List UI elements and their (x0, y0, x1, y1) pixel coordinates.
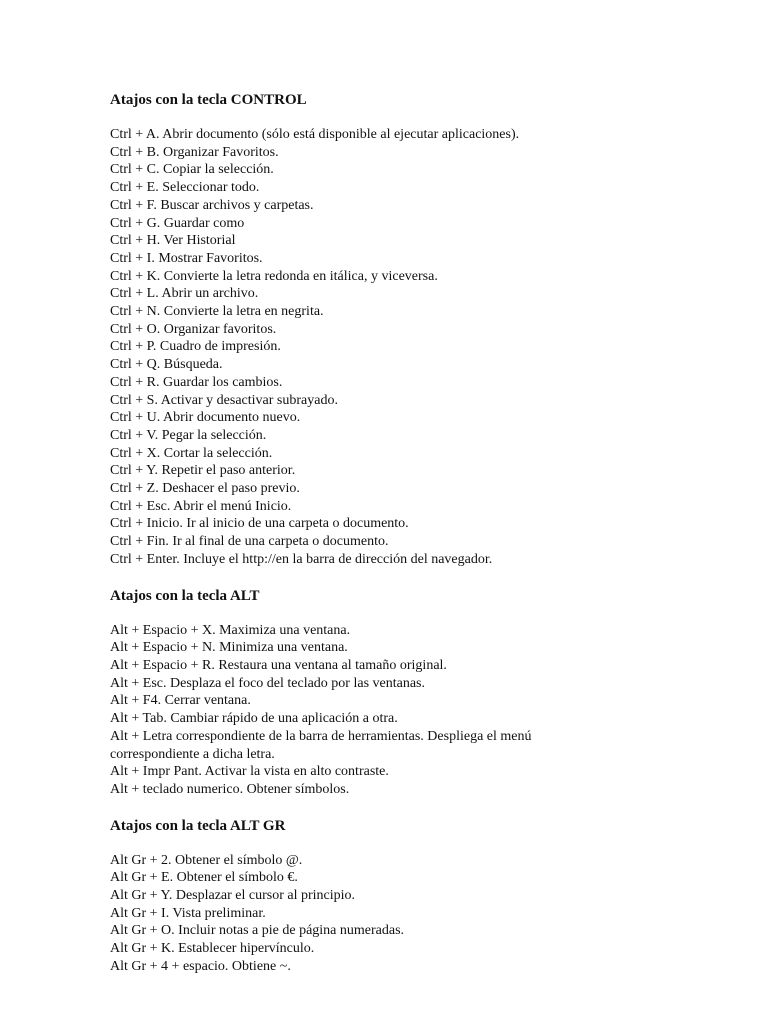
shortcut-line: Alt + Impr Pant. Activar la vista en alto contraste. (110, 764, 389, 780)
shortcut-line: Ctrl + Z. Deshacer el paso previo. (110, 481, 300, 497)
shortcut-line: Ctrl + I. Mostrar Favoritos. (110, 250, 263, 266)
shortcut-line: Ctrl + K. Convierte la letra redonda en itálica, y viceversa. (110, 268, 438, 284)
shortcut-line: Alt Gr + I. Vista preliminar. (110, 905, 266, 921)
shortcut-line: Alt Gr + Y. Desplazar el cursor al principio. (110, 888, 356, 904)
section-heading: Atajos con la tecla ALT GR (110, 817, 286, 834)
shortcut-line: Alt + teclado numerico. Obtener símbolos. (110, 781, 350, 797)
section-heading: Atajos con la tecla ALT (110, 587, 260, 604)
shortcut-line: Ctrl + B. Organizar Favoritos. (110, 144, 279, 160)
section-alt (110, 587, 750, 799)
shortcut-line: Ctrl + P. Cuadro de impresión. (110, 339, 281, 355)
shortcut-line: Alt + Espacio + R. Restaura una ventana al tamaño original. (110, 657, 447, 673)
shortcut-line: Alt + F4. Cerrar ventana. (110, 693, 251, 709)
shortcut-list (110, 852, 750, 976)
shortcut-line: Ctrl + G. Guardar como (110, 215, 245, 231)
shortcut-line: Alt + Tab. Cambiar rápido de una aplicación a otra. (110, 711, 398, 727)
shortcut-line: Alt Gr + 4 + espacio. Obtiene ~. (110, 958, 291, 974)
shortcut-line: Ctrl + U. Abrir documento nuevo. (110, 410, 301, 426)
section-spacer (110, 799, 750, 817)
shortcut-line: Alt Gr + O. Incluir notas a pie de página numeradas. (110, 923, 405, 939)
shortcut-line: Ctrl + F. Buscar archivos y carpetas. (110, 197, 314, 213)
shortcut-line: Ctrl + A. Abrir documento (sólo está disponible al ejecutar aplicaciones). (110, 127, 520, 142)
shortcut-line: Alt + Espacio + N. Minimiza una ventana. (110, 640, 348, 656)
shortcut-line: Ctrl + X. Cortar la selección. (110, 445, 273, 461)
shortcut-line: Ctrl + Y. Repetir el paso anterior. (110, 463, 296, 479)
shortcut-line: Alt Gr + E. Obtener el símbolo €. (110, 870, 298, 886)
shortcut-line: Ctrl + L. Abrir un archivo. (110, 286, 259, 302)
shortcut-line: Ctrl + Inicio. Ir al inicio de una carpeta o documento. (110, 516, 409, 532)
shortcut-line: Ctrl + Enter. Incluye el http://en la barra de dirección del navegador. (110, 551, 493, 567)
document-page (110, 91, 750, 976)
section-alt-gr (110, 817, 750, 976)
shortcut-line: Ctrl + R. Guardar los cambios. (110, 374, 283, 390)
shortcut-line: Ctrl + V. Pegar la selección. (110, 427, 267, 443)
shortcut-line: Ctrl + Esc. Abrir el menú Inicio. (110, 498, 292, 514)
section-control (110, 91, 750, 569)
shortcut-list (110, 622, 750, 799)
section-spacer (110, 569, 750, 587)
shortcut-list (110, 126, 750, 569)
shortcut-line: Alt + Esc. Desplaza el foco del teclado por las ventanas. (110, 675, 425, 691)
shortcut-line: Ctrl + Fin. Ir al final de una carpeta o documento. (110, 534, 389, 550)
shortcut-line: Ctrl + E. Seleccionar todo. (110, 180, 260, 196)
shortcut-line: Ctrl + C. Copiar la selección. (110, 162, 274, 178)
shortcut-line: Ctrl + S. Activar y desactivar subrayado. (110, 392, 338, 408)
section-heading: Atajos con la tecla CONTROL (110, 92, 307, 108)
shortcut-line: Ctrl + N. Convierte la letra en negrita. (110, 304, 324, 320)
shortcut-line: Alt Gr + 2. Obtener el símbolo @. (110, 852, 303, 868)
shortcut-line: Alt + Espacio + X. Maximiza una ventana. (110, 622, 351, 638)
shortcut-line: Ctrl + Q. Búsqueda. (110, 357, 223, 373)
shortcut-line: Ctrl + H. Ver Historial (110, 233, 236, 249)
shortcut-line: Ctrl + O. Organizar favoritos. (110, 321, 277, 337)
shortcut-line: Alt + Letra correspondiente de la barra de herramientas. Despliega el menú correspondiente a dicha letra. (110, 728, 532, 762)
shortcut-line: Alt Gr + K. Establecer hipervínculo. (110, 941, 315, 957)
